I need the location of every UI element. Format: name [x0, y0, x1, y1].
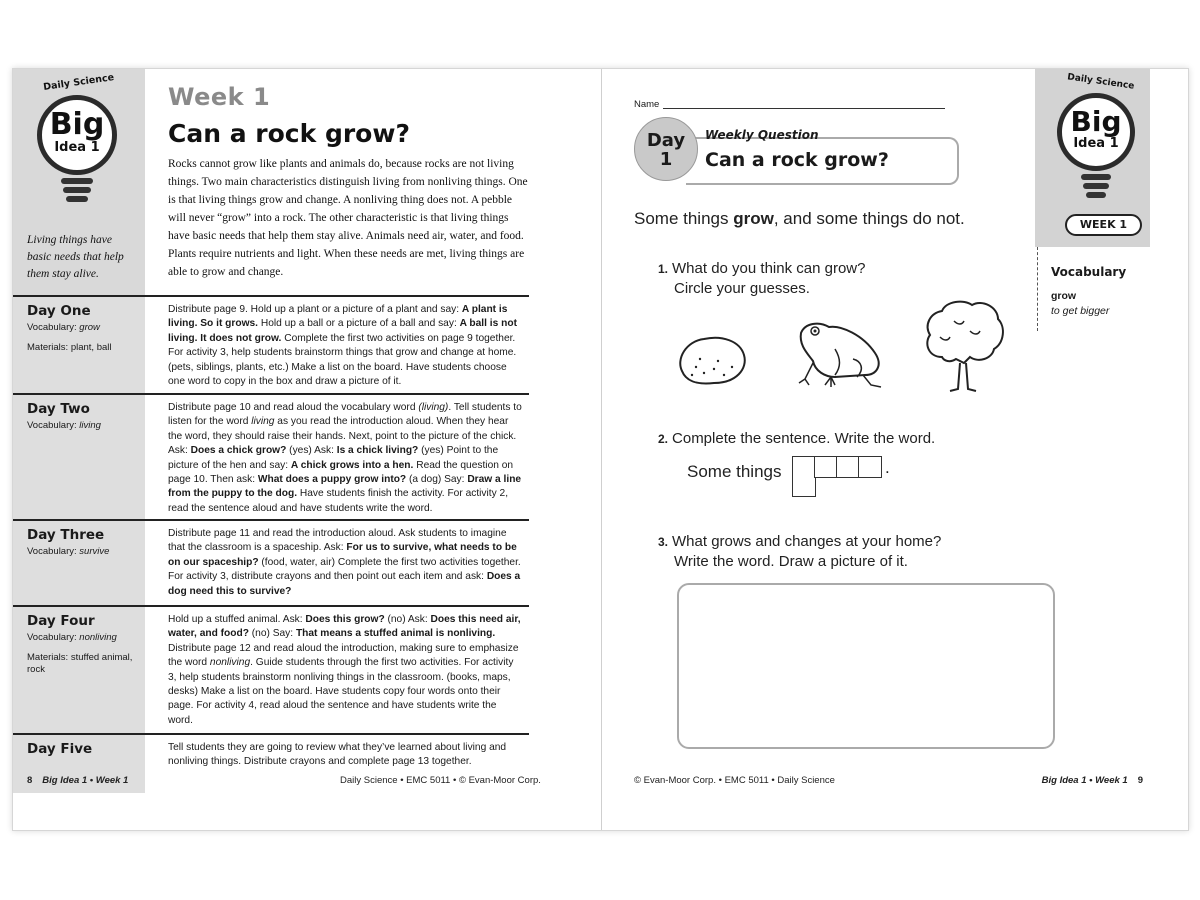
day-instructions: Distribute page 11 and read the introduction aloud. Ask students to imagine that the classroom is a spaceship. Ask: For us to survive, what needs to be on our spaceship? (food, water, air) Complete the first two activities together. For activity 3, distribute crayons and then point out each item and ask: Does a dog need this to survive?	[168, 528, 521, 597]
day-name: Day Five	[27, 741, 93, 757]
day-name: Day Three	[27, 527, 105, 543]
right-footer: Big Idea 1 • Week 1 9	[1041, 775, 1143, 786]
logo-big: Big	[1070, 105, 1122, 138]
day-materials: Materials: plant, ball	[27, 342, 112, 353]
left-footer-credit: Daily Science • EMC 5011 • © Evan-Moor Corp.	[340, 775, 541, 786]
bulb-icon	[37, 95, 117, 175]
logo-arc-label: Daily Science	[42, 72, 115, 93]
day-row	[13, 605, 529, 733]
drawing-box[interactable]	[677, 583, 1055, 749]
big-idea-logo	[1049, 72, 1149, 205]
day-instructions: Hold up a stuffed animal. Ask: Does this grow? (no) Ask: Does this need air, water, and food? (no) Say: That means a stuffed animal is nonliving. Distribute page 12 and read aloud the introduction, making sure to emphasize the word nonliving. Guide students through the first two activities. For activity 3, help students brainstorm nonliving things in the classroom. (books, maps, desks) Make a list on the board. Have students copy four words onto their page. For activity 4, read aloud the sentence and have students write the word.	[168, 614, 521, 726]
day-instructions: Distribute page 10 and read aloud the vocabulary word (living). Tell students to listen for the word living as you read the introduction aloud. When they hear the word, they should raise their hands. Next, point to the picture of the chick. Ask: Does a chick grow? (yes) Ask: Is a chick living? (yes) Point to the picture of the hen and say: A chick grows into a hen. Read the question on page 10. Then ask: What does a puppy grow into? (a dog) Say: Draw a line from the puppy to the dog. Have students finish the activity. For activity 2, read the sentence aloud and have students write the word.	[168, 402, 522, 514]
vocabulary-box	[1037, 247, 1151, 331]
day-instructions: Distribute page 9. Hold up a plant or a picture of a plant and say: A plant is living. So it grows. Hold up a ball or a picture of a ball and say: A ball is not living. It does not grow. Complete the first two activities on page 9 together. For activity 3, help students brainstorm things that grow and change at home. (pets, siblings, plants, etc.) Make a list on the board. Have students choose one word to copy in the box and draw a picture of it.	[168, 304, 517, 388]
day-row	[13, 519, 529, 605]
vocab-definition: to get bigger	[1051, 305, 1110, 317]
right-sidebar	[1035, 69, 1150, 247]
day-row	[13, 733, 529, 769]
vocab-heading: Vocabulary	[1051, 265, 1127, 279]
page-number: 8	[27, 775, 33, 786]
weekly-question-label: Weekly Question	[705, 128, 819, 142]
bulb-icon	[1057, 93, 1135, 171]
rock-picture[interactable]	[674, 331, 754, 389]
left-footer: 8 Big Idea 1 • Week 1	[27, 775, 129, 786]
day-vocab: Vocabulary: living	[27, 420, 101, 431]
logo-arc-label: Daily Science	[1066, 72, 1135, 92]
week-badge: WEEK 1	[1065, 214, 1142, 236]
name-field[interactable]: Name	[634, 99, 945, 110]
big-idea-note: Living things have basic needs that help them stay alive.	[27, 234, 124, 280]
day-badge: Day 1	[634, 117, 698, 181]
frog-picture[interactable]	[795, 319, 887, 391]
page-number: 9	[1137, 775, 1143, 786]
day-name: Day Four	[27, 613, 95, 629]
tree-picture[interactable]	[920, 297, 1008, 393]
left-page	[13, 69, 601, 830]
day-vocab: Vocabulary: grow	[27, 322, 100, 333]
sentence-prompt: Some things	[687, 462, 782, 481]
day-row	[13, 295, 529, 393]
lead-sentence: Some things grow, and some things do not.	[634, 209, 965, 228]
logo-big: Big	[49, 107, 105, 142]
right-footer-credit: © Evan-Moor Corp. • EMC 5011 • Daily Science	[634, 775, 835, 786]
day-materials: Materials: stuffed animal, rock	[27, 652, 133, 675]
logo-idea: Idea 1	[54, 140, 100, 155]
day-name: Day One	[27, 303, 91, 319]
question-1: 1. What do you think can grow? Circle your guesses.	[658, 260, 866, 297]
big-idea-logo	[31, 72, 131, 215]
weekly-question: Can a rock grow?	[705, 149, 889, 171]
right-page: Name Day 1 Weekly Question Can a rock grow? Some things grow, and some things do not. 1. What do you think can grow? Circle your guesses. 2. Complete the sentence. Write the word. Some things . 3. What grows and changes at your home? Write the word. Draw a picture of it. Daily Science Big Idea 1 WEEK 1 Vocabulary grow to get bigger © Evan-Moor Corp. • EMC 5011 • Daily Science Big Idea 1 • Week 1 9	[601, 69, 1190, 830]
day-vocab: Vocabulary: survive	[27, 546, 110, 557]
day-vocab: Vocabulary: nonliving	[27, 632, 117, 643]
logo-idea: Idea 1	[1073, 136, 1119, 151]
day-row	[13, 393, 529, 519]
intro-paragraph: Rocks cannot grow like plants and animals do, because rocks are not living things. Two main characteristics distinguish living from nonliving things. One is that living things grow and change. A nonliving thing does not. A pebble will never “grow” into a rock. The other characteristic is that living things have basic needs that help them stay alive. Animals need air, water, and food. Plants require nutrients and light. When these needs are met, living things are able to grow and change.	[168, 158, 528, 278]
vocab-word: grow	[1051, 290, 1077, 302]
week-title: Week 1	[168, 83, 271, 111]
question-3: 3. What grows and changes at your home? Write the word. Draw a picture of it.	[658, 533, 942, 570]
book-spread	[12, 68, 1189, 831]
day-instructions: Tell students they are going to review what they’ve learned about living and nonliving things. Distribute crayons and complete page 13 together.	[168, 742, 507, 768]
day-name: Day Two	[27, 401, 90, 417]
question-2: 2. Complete the sentence. Write the word.	[658, 430, 936, 447]
page-title: Can a rock grow?	[168, 119, 410, 148]
